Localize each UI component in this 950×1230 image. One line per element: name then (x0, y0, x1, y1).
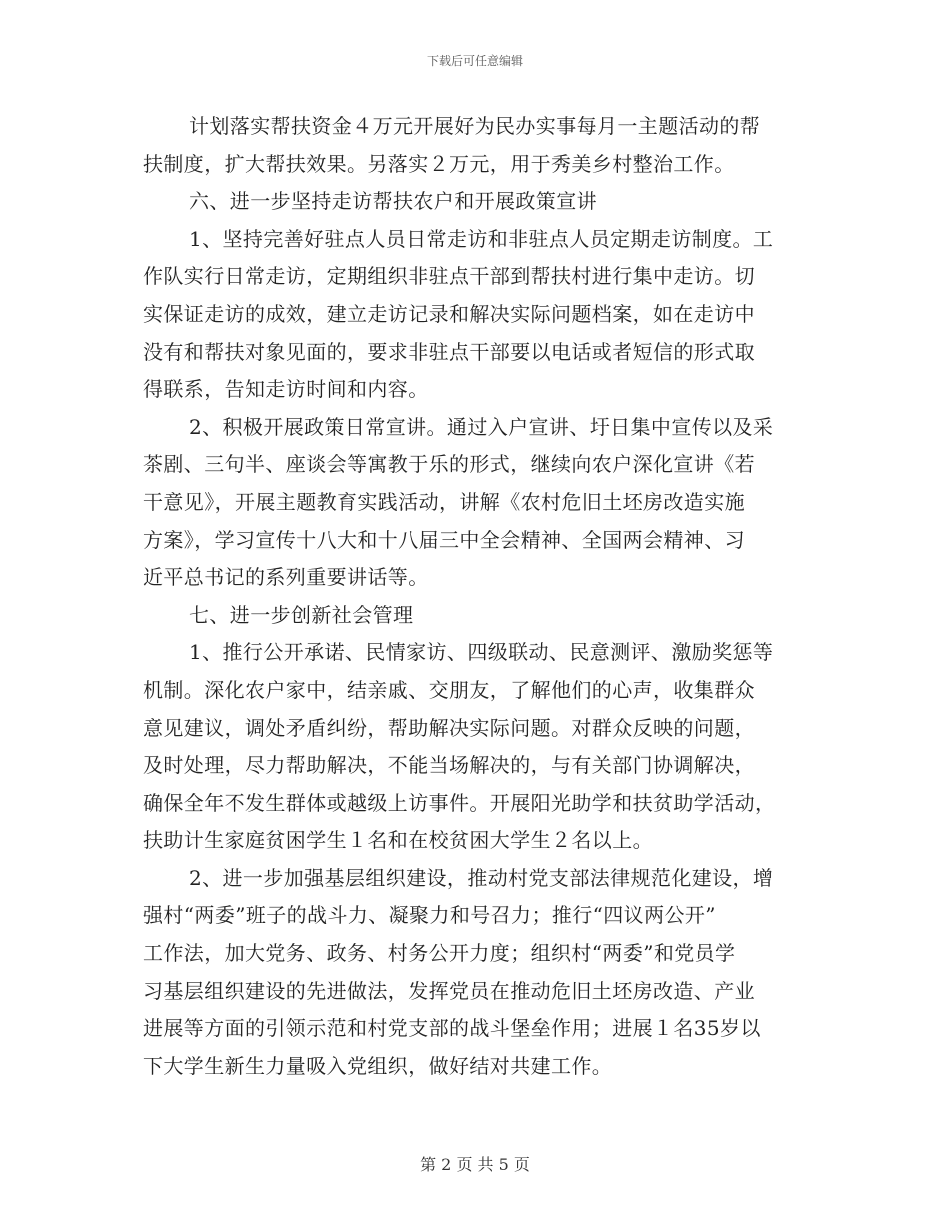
paragraph-line: 扶制度，扩大帮扶效果。另落实２万元，用于秀美乡村整治工作。 (143, 151, 735, 176)
paragraph-line: 强村“两委”班子的战斗力、凝聚力和号召力；推行“四议两公开” (143, 903, 716, 928)
paragraph-line: 2、进一步加强基层组织建设，推动村党支部法律规范化建设，增 (189, 865, 774, 890)
page-number: 第 2 页 共 5 页 (420, 1155, 530, 1174)
paragraph-line: 及时处理，尽力帮助解决，不能当场解决的，与有关部门协调解决， (143, 753, 755, 778)
paragraph-line: 进展等方面的引领示范和村党支部的战斗堡垒作用；进展１名35岁以 (143, 1016, 761, 1041)
paragraph-line: 没有和帮扶对象见面的，要求非驻点干部要以电话或者短信的形式取 (143, 339, 755, 364)
section-heading: 六、进一步坚持走访帮扶农户和开展政策宣讲 (189, 189, 597, 214)
paragraph-line: 下大学生新生力量吸入党组织，做好结对共建工作。 (143, 1053, 613, 1078)
document-body (143, 108, 808, 1085)
paragraph-line: 工作法，加大党务、政务、村务公开力度；组织村“两委”和党员学 (143, 941, 736, 966)
paragraph-line: 茶剧、三句半、座谈会等寓教于乐的形式，继续向农户深化宣讲《若 (143, 452, 755, 477)
section-heading: 七、进一步创新社会管理 (189, 602, 414, 627)
paragraph-line: 方案》，学习宣传十八大和十八届三中全会精神、全国两会精神、习 (143, 527, 745, 552)
paragraph-line: 2、积极开展政策日常宣讲。通过入户宣讲、圩日集中宣传以及采 (189, 414, 774, 439)
paragraph-line: 习基层组织建设的先进做法，发挥党员在推动危旧土坯房改造、产业 (143, 978, 755, 1003)
paragraph-line: 意见建议，调处矛盾纠纷，帮助解决实际问题。对群众反映的问题， (143, 715, 755, 740)
paragraph-line: 实保证走访的成效，建立走访记录和解决实际问题档案，如在走访中 (143, 301, 755, 326)
paragraph-line: 计划落实帮扶资金４万元开展好为民办实事每月一主题活动的帮 (189, 114, 761, 138)
paragraph-line: 近平总书记的系列重要讲话等。 (143, 565, 429, 590)
page-header: 下载后可任意编辑 (426, 54, 523, 68)
paragraph-line: 干意见》，开展主题教育实践活动，讲解《农村危旧土坯房改造实施 (143, 489, 745, 514)
paragraph-line: 1、坚持完善好驻点人员日常走访和非驻点人员定期走访制度。工 (189, 226, 774, 251)
paragraph-line: 确保全年不发生群体或越级上访事件。开展阳光助学和扶贫助学活动， (143, 790, 776, 815)
paragraph-line: 得联系，告知走访时间和内容。 (143, 377, 429, 402)
paragraph-line: 扶助计生家庭贫困学生１名和在校贫困大学生２名以上。 (143, 828, 653, 853)
paragraph-line: 机制。深化农户家中，结亲戚、交朋友，了解他们的心声，收集群众 (143, 677, 755, 702)
paragraph-line: 作队实行日常走访，定期组织非驻点干部到帮扶村进行集中走访。切 (143, 264, 755, 289)
paragraph-line: 1、推行公开承诺、民情家访、四级联动、民意测评、激励奖惩等 (189, 640, 774, 665)
